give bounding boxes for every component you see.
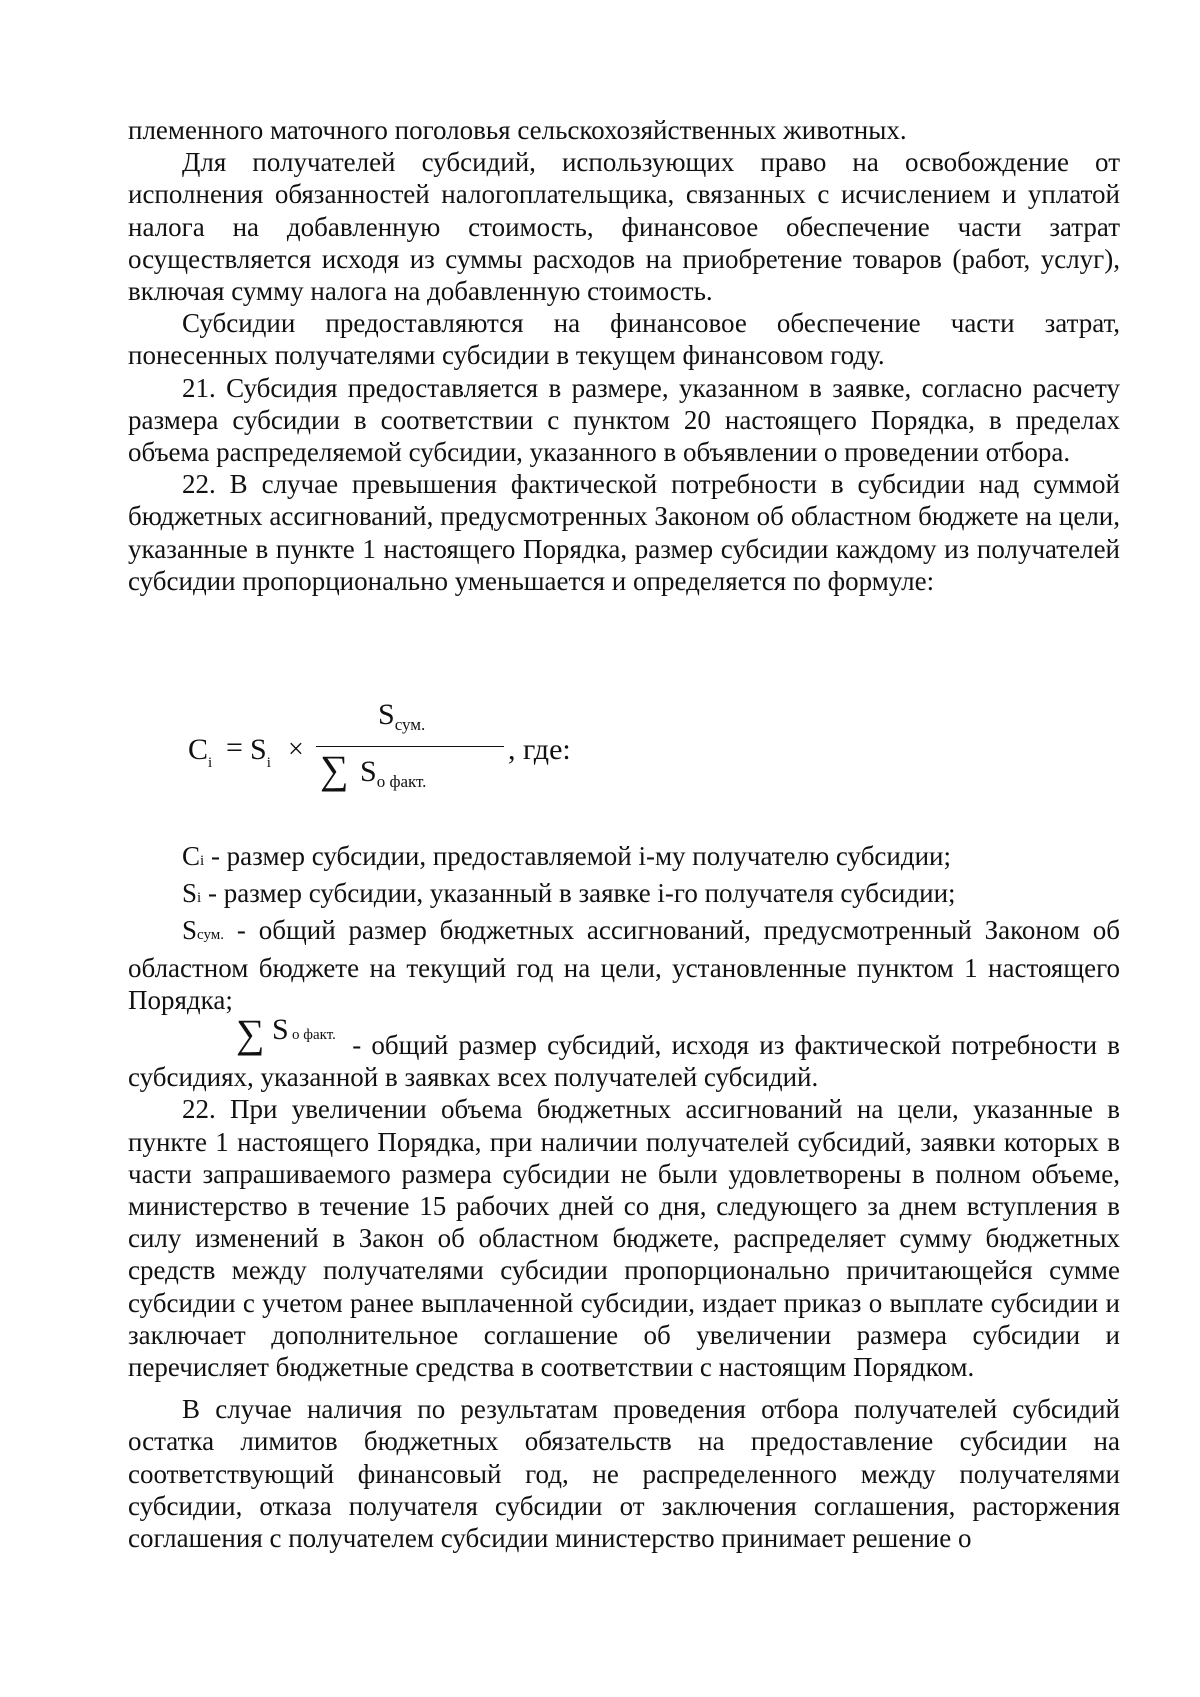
paragraph-continuation: племенного маточного поголовья сельскохозяйственных животных. [128,115,907,145]
formula-equals: = [226,731,243,764]
paragraph-22-increase: 22. При увеличении объема бюджетных ассигнований на цели, указанные в пункте 1 настоящего Порядка, при наличии получателей субсидий, заявки которых в части запрашиваемого размера субсидии не были удовлетворены в полном объеме, министерство в течение 15 рабочих дней со дня, следующего за днем вступления в силу изменений в Закон об областном бюджете, распределяет сумму бюджетных средств между получателями субсидии пропорционально причитающейся сумме субсидии с учетом ранее выплаченной субсидии, издает приказ о выплате субсидии и заключает дополнительное соглашение об увеличении размера субсидии и перечисляет бюджетные средства в соответствии с настоящим Порядком. [128,1094,1120,1383]
formula-denominator: $S_{о факт.}$ [360,755,427,791]
formula-sigma: ∑ [320,747,349,792]
definition-sfakt: ∑ S о факт. - общий размер субсидий, исходя из фактической потребности в субсидиях, указанной в заявках всех получателей субсидий. [128,1011,1120,1093]
sum-s-fakt-symbol: ∑ S о факт. [236,1011,336,1057]
text-section-top [128,114,1120,597]
paragraph-vat: Для получателей субсидий, использующих право на освобождение от исполнения обязанностей налогоплательщика, связанных с исчислением и уплатой налога на добавленную стоимость, финансовое обеспечение части затрат осуществляется исходя из суммы расходов на приобретение товаров (работ, услуг), включая сумму налога на добавленную стоимость. [128,147,1120,307]
paragraph-21: 21. Субсидия предоставляется в размере, указанном в заявке, согласно расчету размера субсидии в соответствии с пунктом 20 настоящего Порядка, в пределах объема распределяемой субсидии, указанного в объявлении о проведении отбора. [128,372,1120,468]
paragraph-22-reduction: 22. В случае превышения фактической потребности в субсидии над суммой бюджетных ассигнований, предусмотренных Законом об областном бюджете на цели, указанные в пункте 1 настоящего Порядка, размер субсидии каждому из получателей субсидии пропорционально уменьшается и определяется по формуле: [128,469,1120,596]
paragraph-subsidies-current-year: Субсидии предоставляются на финансовое обеспечение части затрат, понесенных получателями субсидии в текущем финансовом году. [128,308,1120,371]
definition-ssum: Sсум. - общий размер бюджетных ассигнований, предусмотренный Законом об областном бюджете на текущий год на цели, установленные пунктом 1 настоящего Порядка; [128,915,1120,1015]
formula-numerator: $S_{сум.}$ [378,698,426,734]
formula-suffix: , где: [508,733,571,766]
paragraph-remaining-limits: В случае наличия по результатам проведения отбора получателей субсидий остатка лимитов бюджетных обязательств на предоставление субсидии на соответствующий финансовый год, не распределенного между получателями субсидии, отказа получателя субсидии от заключения соглашения, расторжения соглашения с получателем субсидии министерство принимает решение о [128,1394,1120,1554]
formula-block [188,698,608,812]
definition-ci: Ci - размер субсидии, предоставляемой i-му получателю субсидии; [182,841,951,871]
definition-si: Si - размер субсидии, указанный в заявке i-го получателя субсидии; [182,878,956,909]
formula-times: × [288,734,304,765]
definitions-section [128,840,1120,1554]
formula-si: $S_i$ [250,733,271,771]
formula-ci: $C_i$ [188,733,213,771]
